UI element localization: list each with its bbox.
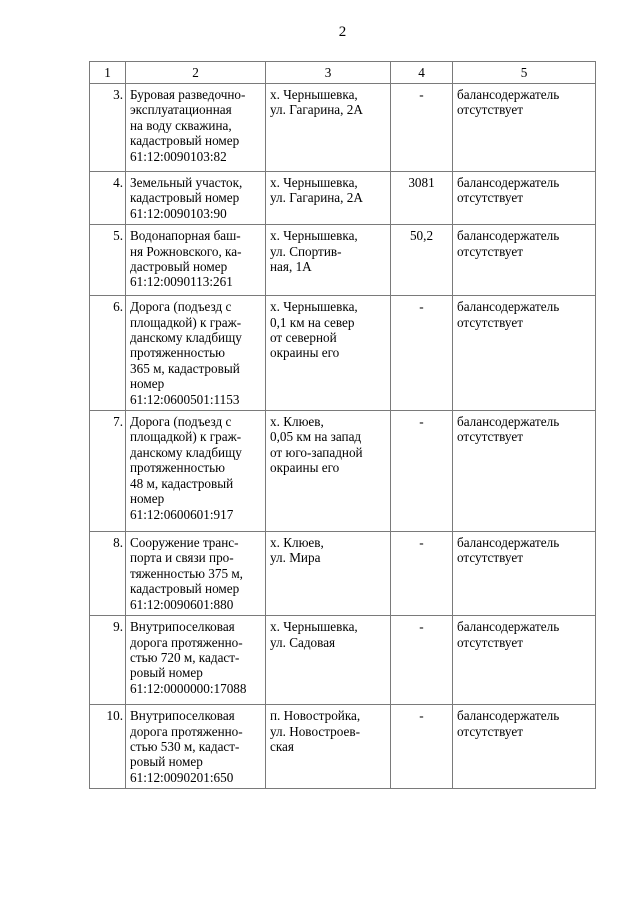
row-number-cell — [90, 705, 126, 789]
area-cell — [391, 616, 453, 705]
row-number-cell — [90, 296, 126, 411]
area-cell-text: - — [419, 535, 424, 551]
object-name-cell — [126, 172, 266, 225]
address-cell — [266, 172, 391, 225]
header-col-3: 3 — [266, 62, 391, 84]
table-row — [90, 84, 596, 172]
address-cell-text: х. Клюев, 0,05 км на запад от юго-западной окраины его — [270, 414, 363, 476]
area-cell-text: - — [419, 299, 424, 315]
balance-holder-cell — [453, 616, 596, 705]
object-name-cell — [126, 616, 266, 705]
area-cell-text: - — [419, 414, 424, 430]
address-cell-text: п. Новостройка, ул. Новостроев- ская — [270, 708, 361, 754]
table-row — [90, 616, 596, 705]
balance-holder-cell-text: балансодержатель отсутствует — [457, 535, 560, 566]
row-number-cell-text: 6. — [113, 299, 123, 315]
row-number-cell — [90, 225, 126, 296]
row-number-cell-text: 9. — [113, 619, 123, 635]
object-name-cell-text: Внутрипоселковая дорога протяженно- стью 720 м, кадаст- ровый номер 61:12:0000000:17088 — [130, 619, 247, 696]
row-number-cell-text: 7. — [113, 414, 123, 430]
balance-holder-cell — [453, 705, 596, 789]
balance-holder-cell-text: балансодержатель отсутствует — [457, 414, 560, 445]
row-number-cell-text: 8. — [113, 535, 123, 551]
table-row — [90, 225, 596, 296]
address-cell-text: х. Чернышевка, 0,1 км на север от северной окраины его — [270, 299, 358, 361]
address-cell — [266, 84, 391, 172]
area-cell — [391, 172, 453, 225]
address-cell-text: х. Чернышевка, ул. Гагарина, 2А — [270, 175, 363, 206]
row-number-cell — [90, 84, 126, 172]
header-col-4: 4 — [391, 62, 453, 84]
table-row — [90, 532, 596, 616]
object-name-cell — [126, 296, 266, 411]
address-cell — [266, 616, 391, 705]
table-row — [90, 296, 596, 411]
balance-holder-cell — [453, 296, 596, 411]
balance-holder-cell — [453, 84, 596, 172]
address-cell-text: х. Чернышевка, ул. Спортив- ная, 1А — [270, 228, 358, 275]
balance-holder-cell-text: балансодержатель отсутствует — [457, 175, 560, 206]
balance-holder-cell — [453, 532, 596, 616]
area-cell — [391, 532, 453, 616]
address-cell-text: х. Чернышевка, ул. Гагарина, 2А — [270, 87, 363, 118]
address-cell-text: х. Клюев, ул. Мира — [270, 535, 324, 566]
area-cell-text: 50,2 — [409, 228, 434, 244]
row-number-cell-text: 4. — [113, 175, 123, 190]
row-number-cell-text: 10. — [106, 708, 123, 724]
object-name-cell-text: Водонапорная баш- ня Рожновского, ка- дастровый номер 61:12:0090113:261 — [130, 228, 242, 290]
object-name-cell-text: Дорога (подъезд с площадкой) к граж- данскому кладбищу протяженностью 365 м, кадастровый номер 61:12:0600501:1153 — [130, 299, 242, 407]
address-cell-text: х. Чернышевка, ул. Садовая — [270, 619, 358, 650]
table-row — [90, 705, 596, 789]
object-name-cell-text: Сооружение транс- порта и связи про- тяженностью 375 м, кадастровый номер 61:12:0090601:880 — [130, 535, 243, 612]
balance-holder-cell — [453, 411, 596, 532]
balance-holder-cell-text: балансодержатель отсутствует — [457, 708, 560, 739]
area-cell — [391, 296, 453, 411]
area-cell — [391, 84, 453, 172]
area-cell — [391, 225, 453, 296]
object-name-cell-text: Дорога (подъезд с площадкой) к граж- данскому кладбищу протяженностью 48 м, кадастровый номер 61:12:0600601:917 — [130, 414, 242, 522]
area-cell-text: - — [419, 708, 424, 724]
object-name-cell — [126, 411, 266, 532]
table-header-row — [90, 62, 596, 84]
object-name-cell — [126, 84, 266, 172]
balance-holder-cell-text: балансодержатель отсутствует — [457, 87, 560, 118]
row-number-cell — [90, 411, 126, 532]
address-cell — [266, 225, 391, 296]
header-col-1: 1 — [90, 62, 126, 84]
header-col-5: 5 — [453, 62, 596, 84]
row-number-cell-text: 3. — [113, 87, 123, 102]
area-cell-text: 3081 — [408, 175, 435, 190]
header-col-2: 2 — [126, 62, 266, 84]
object-name-cell — [126, 532, 266, 616]
object-name-cell — [126, 225, 266, 296]
address-cell — [266, 532, 391, 616]
row-number-cell — [90, 616, 126, 705]
row-number-cell-text: 5. — [113, 228, 123, 244]
object-name-cell-text: Земельный участок, кадастровый номер 61:12:0090103:90 — [130, 175, 243, 221]
area-cell-text: - — [419, 87, 424, 102]
address-cell — [266, 705, 391, 789]
area-cell-text: - — [419, 619, 424, 635]
row-number-cell — [90, 532, 126, 616]
object-name-cell — [126, 705, 266, 789]
table-row — [90, 172, 596, 225]
property-table — [89, 61, 596, 789]
object-name-cell-text: Внутрипоселковая дорога протяженно- стью 530 м, кадаст- ровый номер 61:12:0090201:650 — [130, 708, 243, 785]
object-name-cell-text: Буровая разведочно- эксплуатационная на воду скважина, кадастровый номер 61:12:0090103:82 — [130, 87, 246, 164]
address-cell — [266, 296, 391, 411]
address-cell — [266, 411, 391, 532]
balance-holder-cell — [453, 172, 596, 225]
balance-holder-cell-text: балансодержатель отсутствует — [457, 228, 560, 259]
balance-holder-cell — [453, 225, 596, 296]
area-cell — [391, 411, 453, 532]
table-row — [90, 411, 596, 532]
balance-holder-cell-text: балансодержатель отсутствует — [457, 299, 560, 330]
row-number-cell — [90, 172, 126, 225]
area-cell — [391, 705, 453, 789]
page-number: 2 — [338, 24, 347, 40]
balance-holder-cell-text: балансодержатель отсутствует — [457, 619, 560, 650]
